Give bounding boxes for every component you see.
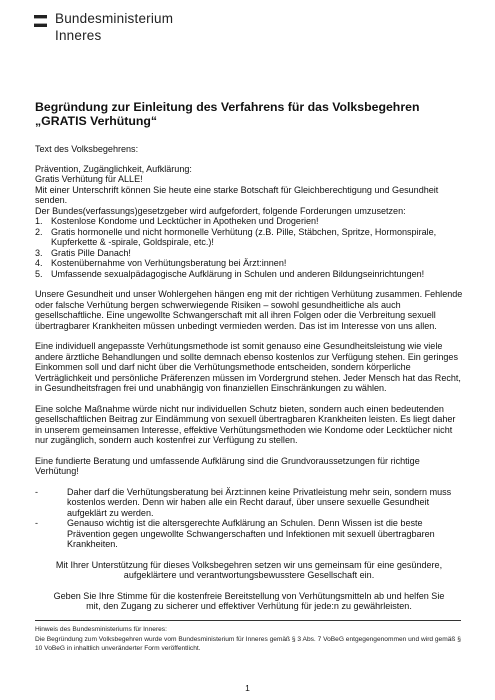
demand-text: Umfassende sexualpädagogische Aufklärung in Schulen und anderen Bildungseinrichtungen! — [51, 268, 425, 279]
footnote-heading: Hinweis des Bundesministeriums für Inneres: — [35, 626, 167, 633]
demand-item — [35, 216, 463, 227]
footnote-text: Die Begründung zum Volksbegehren wurde vom Bundesministerium für Inneres gemäß § 3 Abs. 7 VoBeG entgegengenommen und wird gemäß § 10 VoBeG in inhaltlich unveränderter Form veröffentlicht. — [35, 635, 461, 653]
closing-paragraph-1: Mit Ihrer Unterstützung für dieses Volksbegehren setzen wir uns gemeinsam für eine gesündere, aufgeklärtere und verantwortungsbewusstere Gesellschaft ein. — [55, 559, 443, 580]
demand-number: 5. — [35, 268, 43, 279]
dash-item-text: Daher darf die Verhütungsberatung bei Ärzt:innen keine Privatleistung mehr sein, sondern muss kostenlos werden. Denn wir haben alle ein Recht darauf, über unsere sexuelle Gesundheit aufgeklärt zu werden. — [67, 486, 452, 518]
dash-item — [35, 487, 463, 519]
document-body — [35, 144, 463, 612]
paragraph-1: Unsere Gesundheit und unser Wohlergehen hängen eng mit der richtigen Verhütung zusammen. Fehlende oder falsche Verhütung bergen schwerwiegende Risiken – sowohl gesundheitliche als auch gesellschaftliche. Eine ungewollte Schwangerschaft mit all ihren Folgen oder die Verbreitung sexuell übertragbarer Krankheiten müssen unbedingt vermieden werden. Das ist im Interesse von uns allen. — [35, 289, 463, 331]
logo-text — [55, 11, 173, 44]
dash-item — [35, 518, 463, 550]
demand-item — [35, 227, 463, 248]
intro-text: Mit einer Unterschrift können Sie heute eine starke Botschaft für Gleichberechtigung und Gesundheit senden. — [35, 184, 439, 205]
logo-line-2: Inneres — [55, 27, 102, 43]
closing-paragraph-2: Geben Sie Ihre Stimme für die kostenfreie Bereitstellung von Verhütungsmitteln ab und helfen Sie mit, den Zugang zu sicherer und effektiver Verhütung für jede:n zu gewährleisten. — [53, 590, 445, 611]
intro-demand: Der Bundes(verfassungs)gesetzgeber wird aufgefordert, folgende Forderungen umzusetzen: — [35, 205, 406, 216]
paragraph-2: Eine individuell angepasste Verhütungsmethode ist somit genauso eine Gesundheitsleistung wie viele andere ärztliche Behandlungen und sollte demnach ebenso kostenlos zur Verfügung stehen. Ein geringes Einkommen soll und darf nicht über die Verhütungsmethode entscheiden, sondern körperliche Verträglichkeit und persönliche Präferenzen müssen im Vordergrund stehen. Jeder Mensch hat das Recht, in Gesundheitsfragen frei und unabhängig von finanziellen Einschränkungen zu wählen. — [35, 341, 461, 393]
demand-text: Kostenlose Kondome und Lecktücher in Apotheken und Drogerien! — [51, 216, 319, 226]
demand-number: 4. — [35, 258, 43, 268]
document-title — [35, 100, 455, 128]
demand-text: Gratis Pille Danach! — [51, 247, 131, 258]
document-title-line-2: „GRATIS Verhütung“ — [35, 114, 158, 128]
dash-marker: - — [35, 518, 39, 528]
demand-item — [35, 248, 463, 259]
dash-item-text: Genauso wichtig ist die altersgerechte Aufklärung an Schulen. Denn Wissen ist die beste Prävention gegen ungewollte Schwangerschaften und Infektionen mit sexuell übertragbaren Krankheiten. — [67, 518, 435, 549]
document-title-line-1: Begründung zur Einleitung des Verfahrens für das Volksbegehren — [35, 100, 420, 114]
page-number: 1 — [245, 683, 250, 693]
demands-list — [35, 216, 463, 279]
logo-mark-icon — [34, 15, 47, 27]
paragraph-4: Eine fundierte Beratung und umfassende Aufklärung sind die Grundvoraussetzungen für richtige Verhütung! — [35, 455, 420, 476]
intro-subtitle: Gratis Verhütung für ALLE! — [35, 174, 143, 184]
demand-item — [35, 269, 463, 280]
footnote-divider — [35, 620, 461, 621]
footnote — [35, 625, 465, 654]
demand-number: 2. — [35, 226, 43, 237]
demand-number: 3. — [35, 247, 43, 258]
demand-text: Kostenübernahme von Verhütungsberatung bei Ärzt:innen! — [51, 258, 287, 268]
demand-item — [35, 258, 463, 269]
section-label: Text des Volksbegehrens: — [35, 144, 139, 154]
intro-heading: Prävention, Zugänglichkeit, Aufklärung: — [35, 163, 192, 174]
logo-line-1: Bundesministerium — [55, 11, 174, 26]
paragraph-3: Eine solche Maßnahme würde nicht nur individuellen Schutz bieten, sondern auch einen bedeutenden gesellschaftlichen Beitrag zur Eindämmung von sexuell übertragbaren Krankheiten leisten. Es liegt daher in unserem gemeinsamen Interesse, effektive Verhütungsmethoden wie Kondome oder Lecktücher nicht nur zugänglich, sondern auch kostenfrei zur Verfügung zu stellen. — [35, 403, 456, 445]
demand-number: 1. — [35, 216, 43, 226]
dash-marker: - — [35, 486, 39, 497]
demand-text: Gratis hormonelle und nicht hormonelle Verhütung (z.B. Pille, Stäbchen, Spritze, Hormonspirale, Kupferkette & -spirale, Goldspirale, etc.)! — [51, 226, 437, 247]
